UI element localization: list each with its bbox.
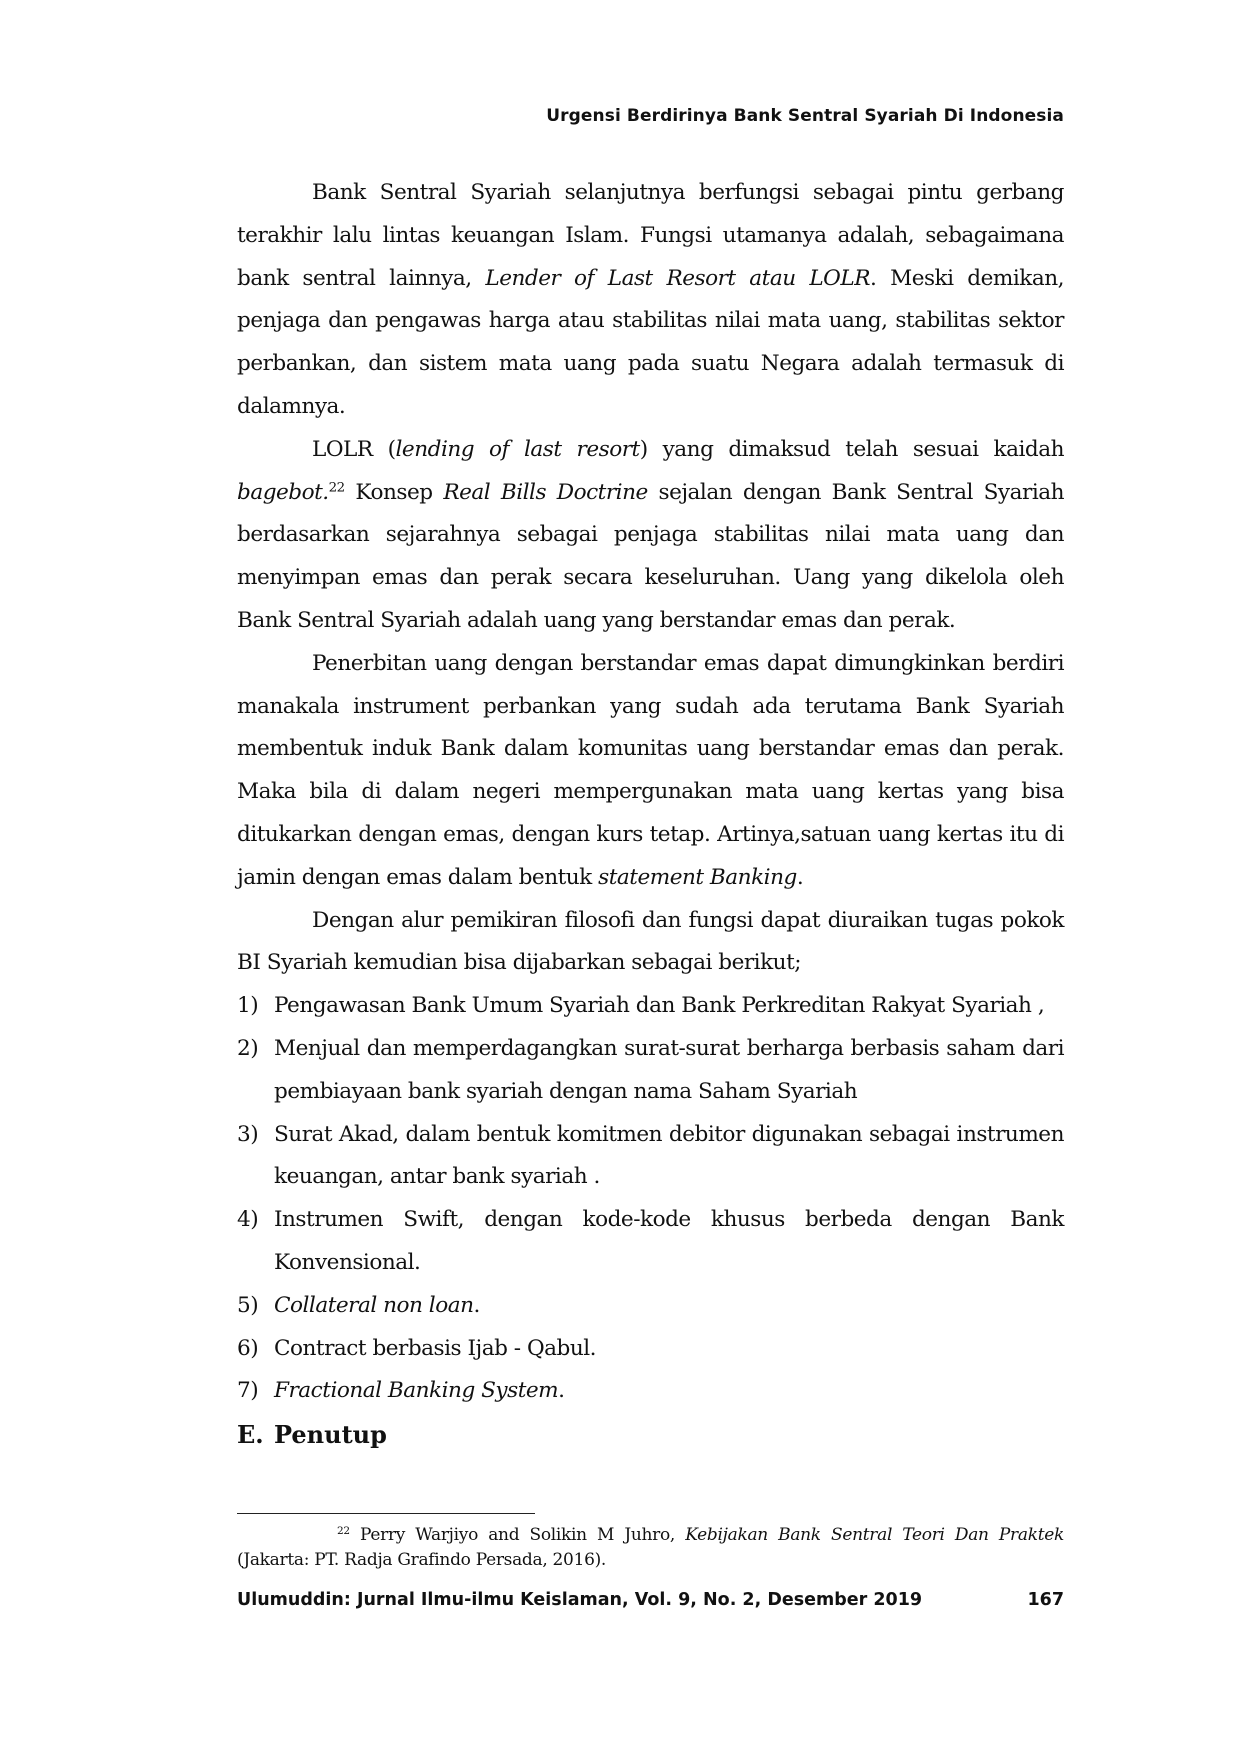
- list-item-italic-text: Fractional Banking System: [274, 1378, 559, 1404]
- section-title: Penutup: [274, 1420, 387, 1450]
- paragraph-2-italic-doctrine: Real Bills Doctrine: [443, 479, 648, 505]
- paragraph-2-italic-term: lending of last resort: [395, 436, 640, 462]
- task-list: [237, 985, 1064, 1413]
- list-item: [237, 1370, 1064, 1413]
- paragraph-2-text-g: sejalan dengan Bank Sentral Syariah berdasarkan sejarahnya sebagai penjaga stabilitas nilai mata uang dan menyimpan emas dan perak secara keseluruhan. Uang yang dikelola oleh Bank Sentral Syariah adalah uang yang berstandar emas dan perak.: [237, 479, 1065, 633]
- list-item-text: Contract berbasis Ijab - Qabul.: [274, 1335, 597, 1361]
- list-item-text: Surat Akad, dalam bentuk komitmen debitor digunakan sebagai instrumen keuangan, antar bank syariah .: [274, 1121, 1064, 1190]
- footnote-reference[interactable]: 22: [328, 480, 345, 496]
- list-item-number: 3): [237, 1121, 259, 1147]
- list-item-text: Instrumen Swift, dengan kode-kode khusus berbeda dengan Bank Konvensional.: [274, 1207, 1064, 1275]
- footnote-divider: [237, 1513, 535, 1514]
- footnote-italic-title: Kebijakan Bank Sentral Teori Dan Praktek: [685, 1525, 1064, 1545]
- list-item: [237, 1328, 1064, 1371]
- list-item-number: 4): [237, 1207, 259, 1233]
- paragraph-2: [237, 429, 1064, 643]
- list-item-number: 1): [237, 993, 259, 1019]
- paragraph-3-text-c: .: [796, 864, 804, 890]
- page-number: 167: [1027, 1590, 1064, 1610]
- footnote-text-a: Perry Warjiyo and Solikin M Juhro,: [349, 1525, 686, 1545]
- list-item-text: .: [473, 1292, 480, 1318]
- paragraph-1-italic: Lender of Last Resort atau LOLR: [485, 265, 870, 291]
- list-item: [237, 1199, 1064, 1285]
- list-item: [237, 985, 1064, 1028]
- footnote: [237, 1523, 1064, 1573]
- paragraph-2-text-a: LOLR (: [312, 436, 396, 462]
- section-heading: [237, 1414, 1064, 1457]
- list-item-text: Pengawasan Bank Umum Syariah dan Bank Perkreditan Rakyat Syariah ,: [274, 993, 1045, 1019]
- list-item: [237, 1028, 1064, 1114]
- paragraph-2-text-c: ) yang dimaksud telah sesuai kaidah: [639, 436, 1064, 462]
- section-number: E.: [237, 1420, 264, 1450]
- footnote-text-c: (Jakarta: PT. Radja Grafindo Persada, 2016).: [237, 1550, 607, 1570]
- list-item-number: 5): [237, 1292, 259, 1318]
- footnote-number: 22: [337, 1525, 350, 1538]
- paragraph-1-text-c: . Meski demikan, penjaga dan pengawas harga atau stabilitas nilai mata uang, stabilitas sektor perbankan, dan sistem mata uang pada suatu Negara adalah termasuk di dalamnya.: [237, 265, 1064, 419]
- paragraph-1: [237, 172, 1064, 429]
- body-text: [237, 172, 1064, 1457]
- paragraph-4: Dengan alur pemikiran filosofi dan fungsi dapat diuraikan tugas pokok BI Syariah kemudian bisa dijabarkan sebagai berikut;: [237, 907, 1064, 976]
- list-item: [237, 1114, 1064, 1200]
- paragraph-3: [237, 643, 1064, 900]
- paragraph-3-text-a: Penerbitan uang dengan berstandar emas dapat dimungkinkan berdiri manakala instrument perbankan yang sudah ada terutama Bank Syariah membentuk induk Bank dalam komunitas uang berstandar emas dan perak. Maka bila di dalam negeri mempergunakan mata uang kertas yang bisa ditukarkan dengan emas, dengan kurs tetap. Artinya,satuan uang kertas itu di jamin dengan emas dalam bentuk: [237, 650, 1064, 890]
- list-item-number: 7): [237, 1378, 259, 1404]
- list-item-text: .: [558, 1378, 565, 1404]
- running-header: Urgensi Berdirinya Bank Sentral Syariah Di Indonesia: [546, 106, 1064, 126]
- paragraph-2-text-e: Konsep: [344, 479, 444, 505]
- list-item-number: 2): [237, 1035, 259, 1061]
- list-item-number: 6): [237, 1335, 259, 1361]
- paragraph-1-text-a: Bank Sentral Syariah selanjutnya berfungsi sebagai pintu gerbang terakhir lalu lintas keuangan Islam. Fungsi utamanya adalah, sebagaimana bank sentral lainnya,: [237, 180, 1064, 291]
- journal-citation: Ulumuddin: Jurnal Ilmu-ilmu Keislaman, Vol. 9, No. 2, Desember 2019: [237, 1590, 923, 1610]
- list-item-italic-text: Collateral non loan: [274, 1292, 474, 1318]
- list-item-text: Menjual dan memperdagangkan surat-surat berharga berbasis saham dari pembiayaan bank syariah dengan nama Saham Syariah: [274, 1035, 1064, 1104]
- list-item: [237, 1285, 1064, 1328]
- paragraph-3-italic: statement Banking: [598, 864, 797, 890]
- paragraph-2-italic-bagebot: bagebot.: [237, 479, 329, 505]
